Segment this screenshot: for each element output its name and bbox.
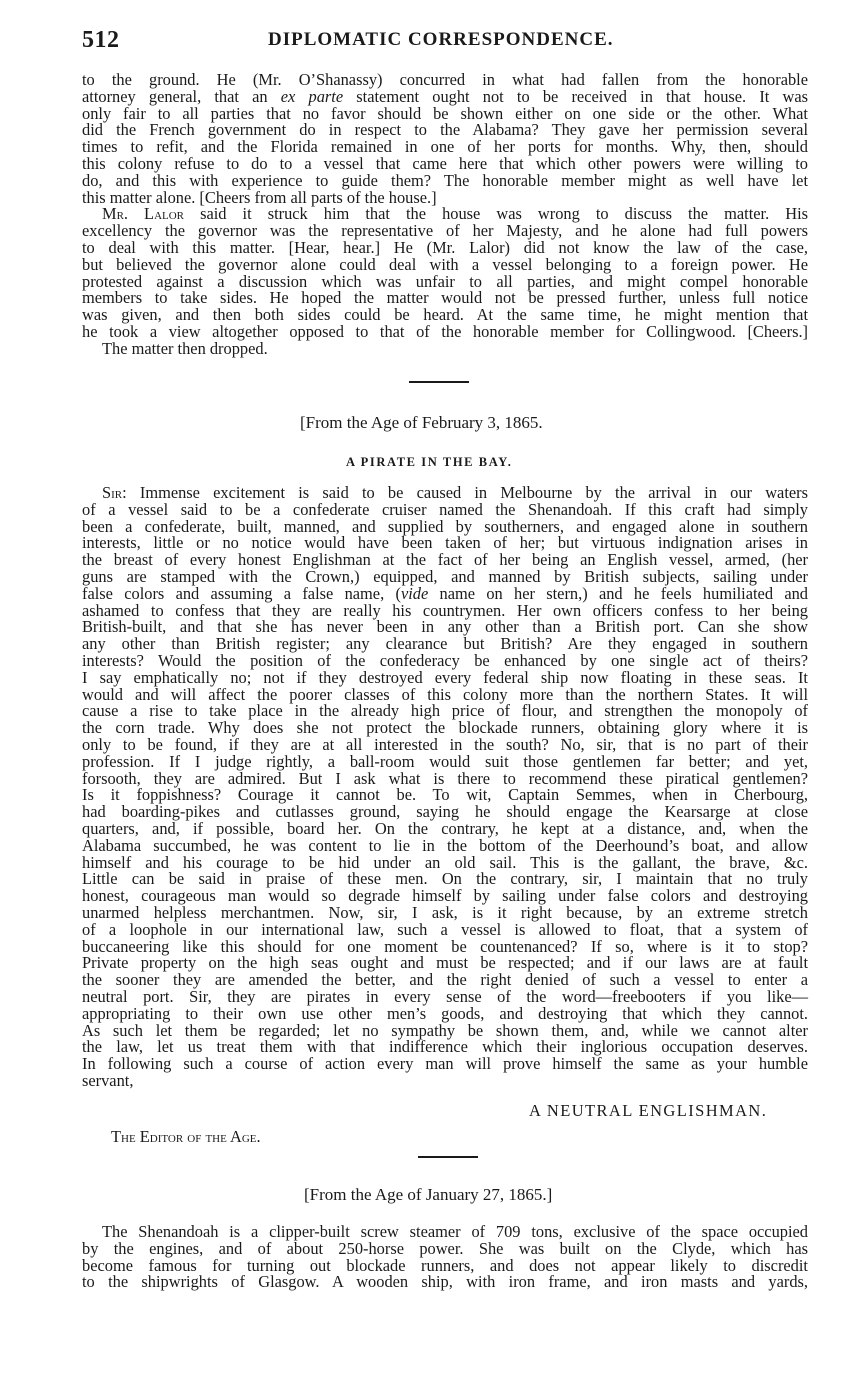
- text-line: members to take sides. He hoped the matter would not be pressed further, unless full notice: [82, 288, 808, 308]
- text-line: I say emphatically no; not if they destroyed every federal ship now floating in these seas. It: [82, 667, 808, 687]
- text-line: he took a view altogether opposed to that of the honorable member for Collingwood. [Cheers.]: [82, 321, 808, 341]
- text-line: unarmed helpless merchantmen. Now, sir, I ask, is it right because, by an extreme stretch: [82, 902, 808, 922]
- source-heading: [From the Age of January 27, 1865.]: [304, 1185, 553, 1204]
- running-head: DIPLOMATIC CORRESPONDENCE.: [268, 29, 614, 50]
- text-line: of a vessel said to be a confederate cruiser named the Shenandoah. If this craft had simply: [82, 499, 808, 519]
- text-line: the corn trade. Why does she not protect the blockade runners, obtaining glory where it is: [82, 718, 808, 738]
- text-line: buccaneering like this should for one moment be countenanced? If so, where is it to stop?: [82, 936, 808, 956]
- letter-body: [82, 485, 808, 1090]
- text-line: The Shenandoah is a clipper-built screw steamer of 709 tons, exclusive of the space occupied: [102, 1222, 808, 1241]
- text-line: servant,: [82, 1070, 134, 1090]
- text-line: Alabama succumbed, he was content to lie in the bottom of the Deerhound’s boat, and allow: [82, 835, 808, 855]
- text-line: had boarding-pikes and cutlasses ground, saying he should engage the Kearsarge at close: [82, 802, 808, 822]
- text-line: guns are stamped with the Crown,) equipped, and manned by British subjects, sailing under: [82, 566, 808, 586]
- text-line: do, and this with experience to guide them? The honorable member might as well have let: [82, 170, 808, 190]
- text-line: become famous for turning out blockade runners, and does not appear likely to discredit: [82, 1255, 808, 1275]
- text-line: Is it foppishness? Courage it cannot be. To wit, Captain Semmes, when in Cherbourg,: [82, 785, 808, 805]
- text-line: times to refit, and the Florida remained in one of her ports for months. Why, then, should: [82, 137, 808, 157]
- source-heading: [From the Age of February 3, 1865.: [300, 413, 543, 432]
- text-line: British-built, and that she has never been in any other than a British port. Can she show: [82, 617, 808, 637]
- text-line: excellency the governor was the representative of her Majesty, and he alone had full powers: [82, 221, 808, 241]
- text-line: As such let them be regarded; let no sympathy be shown them, and, while we cannot alter: [82, 1020, 808, 1040]
- text-line: interests? Would the position of the confederacy be enhanced by one single act of theirs?: [82, 650, 808, 670]
- text-line: false colors and assuming a false name, (vide name on her stern,) and he feels humiliated and: [82, 583, 808, 603]
- section-divider: [409, 381, 469, 383]
- text-line: any other than British register; any clearance but British? Are they engaged in southern: [82, 634, 808, 654]
- signature: A NEUTRAL ENGLISHMAN.: [529, 1101, 768, 1120]
- lalor-paragraph-start: Mr. Lalor said it struck him that the house was wrong to discuss the matter. His: [102, 204, 809, 224]
- letter-first-line: Sir: Immense excitement is said to be caused in Melbourne by the arrival in our waters: [102, 483, 808, 502]
- text-line: to deal with this matter. [Hear, hear.] He (Mr. Lalor) did not know the law of the case,: [82, 237, 808, 257]
- text-line: Private property on the high seas ought and must be respected; and if our laws are at fault: [82, 953, 808, 973]
- text-line: protested against a discussion which was unfair to all parties, and might compel honorable: [82, 271, 808, 291]
- text-line: the breast of every honest Englishman at the fact of her being an English vessel, armed, (her: [82, 550, 808, 570]
- text-line: this colony refuse to do to a vessel that came here that which other powers were willing to: [82, 153, 808, 173]
- text-line: interests, little or no notice would have been taken of her; but virtuous indignation arises in: [82, 533, 808, 553]
- text-line: only to be found, if they are at all interested in the south? No, sir, that is no part of their: [82, 734, 808, 754]
- salutation: Sir:: [102, 483, 127, 502]
- section-divider: [418, 1156, 478, 1158]
- text-line: quarters, and, if possible, board her. On the contrary, he kept at a distance, and, when the: [82, 818, 808, 838]
- text-line: ashamed to confess that they are really his countrymen. Her own officers confess to her being: [82, 600, 808, 620]
- addressee: The Editor of the Age.: [111, 1127, 261, 1146]
- text-line: honest, courageous man would so degrade himself by sailing under false colors and destroying: [82, 886, 808, 906]
- text-line: himself and his courage to be hid under an old sail. This is the gallant, the brave, &c.: [82, 852, 808, 872]
- text-line: this matter alone. [Cheers from all parts of the house.]: [82, 187, 437, 207]
- text-line: of a loophole in our international law, such a vessel is allowed to float, that a system of: [82, 919, 808, 939]
- text-line: the sooner they are amended the better, and the right denied of such a vessel to enter a: [82, 970, 808, 990]
- text-line: cause a rise to take place in the already high price of flour, and strengthen the monopoly of: [82, 701, 808, 721]
- text-line: In following such a course of action every man will prove himself the same as your humble: [82, 1054, 808, 1074]
- text-line: to the ground. He (Mr. O’Shanassy) concurred in what had fallen from the honorable: [82, 70, 808, 89]
- text-line: profession. If I judge rightly, a ball-room would suit those gentlemen far better; and yet,: [82, 751, 808, 771]
- text-line: Little can be said in praise of these men. On the contrary, sir, I maintain that no truly: [82, 869, 808, 889]
- text-line: neutral port. Sir, they are pirates in every sense of the word—freebooters if you like—: [82, 986, 808, 1006]
- text-line: been a confederate, built, manned, and supplied by southerners, and engaged alone in southern: [82, 516, 808, 536]
- debate-continuation: [82, 72, 808, 358]
- text-line: appropriating to their own use other men’s goods, and destroying that which they cannot.: [82, 1003, 808, 1023]
- text-line: was given, and then both sides could be heard. At the same time, he might mention that: [82, 305, 808, 325]
- text-line: would and will affect the poorer classes of this colony more than the northern States. It will: [82, 684, 808, 704]
- text-line: by the engines, and of about 250-horse power. She was built on the Clyde, which has: [82, 1238, 808, 1258]
- shenandoah-description: [82, 1224, 808, 1291]
- article-title: A PIRATE IN THE BAY.: [346, 455, 513, 469]
- text-line: only fair to all parties that no favor should be shown either on one side or the other. What: [82, 103, 808, 123]
- text-line: attorney general, that an ex parte statement ought not to be received in that house. It was: [82, 86, 808, 106]
- text-line: forsooth, they are admired. But I ask what is there to recommend these piratical gentlemen?: [82, 768, 808, 788]
- speaker-name: Mr. Lalor: [102, 204, 185, 224]
- text-line: to the shipwrights of Glasgow. A wooden ship, with iron frame, and iron masts and yards,: [82, 1272, 808, 1292]
- closing-line: The matter then dropped.: [102, 338, 268, 358]
- page-header: [82, 27, 807, 57]
- text-line: did the French government do in respect to the Alabama? They gave her permission several: [82, 120, 808, 140]
- text-line: the law, let us treat them with that indifference which their inglorious occupation deserves.: [82, 1037, 808, 1057]
- text-line: but believed the governor alone could deal with a vessel belonging to a foreign power. He: [82, 254, 808, 274]
- page-number: 512: [82, 27, 120, 53]
